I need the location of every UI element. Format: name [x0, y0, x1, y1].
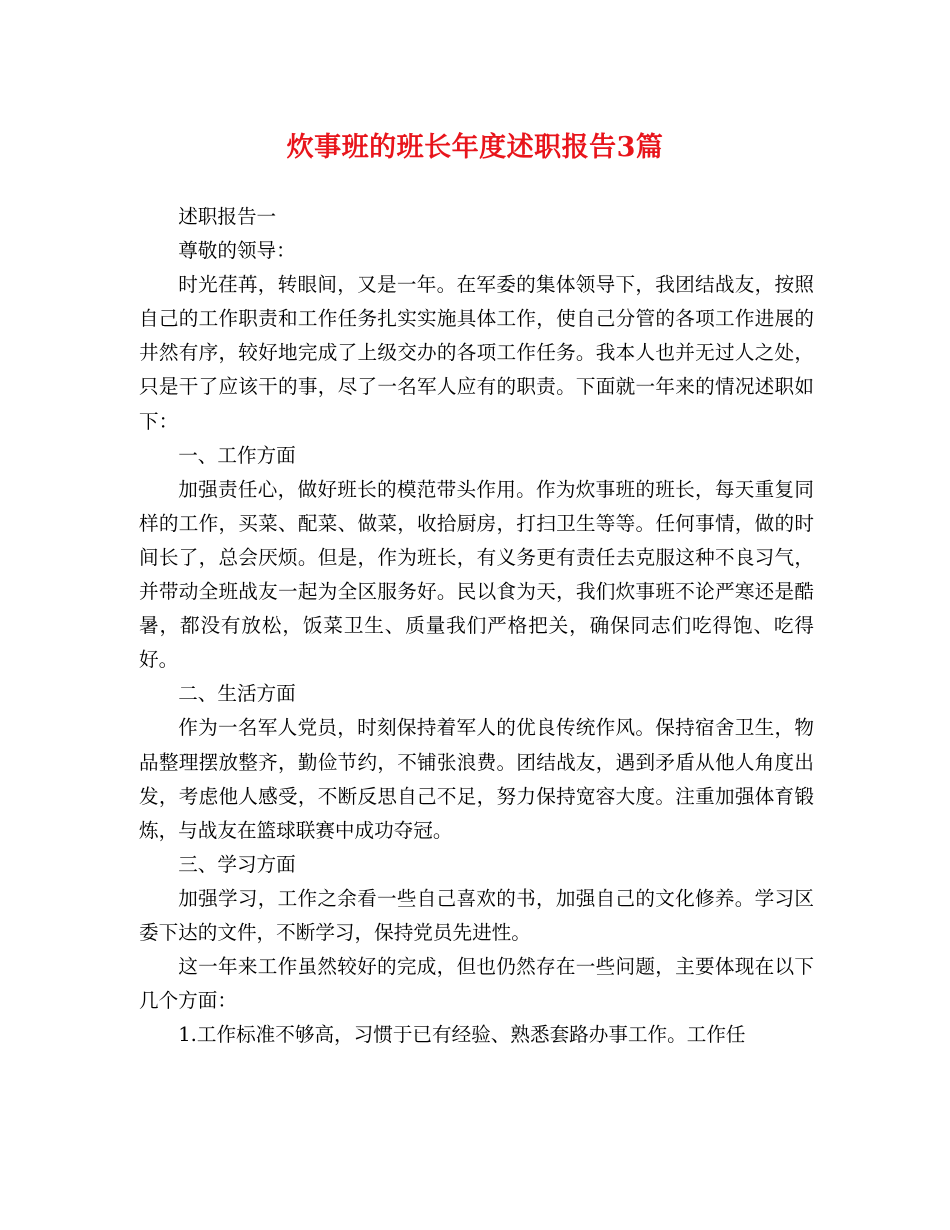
- paragraph-study: 加强学习，工作之余看一些自己喜欢的书，加强自己的文化修养。学习区委下达的文件，不断学习，保持党员先进性。: [139, 886, 814, 944]
- section-heading-work: 一、工作方面: [178, 443, 296, 467]
- paragraph-problems-intro: 这一年来工作虽然较好的完成，但也仍然存在一些问题，主要体现在以下几个方面：: [139, 955, 814, 1013]
- list-item-1: 1.工作标准不够高，习惯于已有经验、熟悉套路办事工作。工作任: [178, 1023, 746, 1047]
- salutation: 尊敬的领导：: [178, 239, 296, 263]
- document-title: 炊事班的班长年度述职报告3篇: [286, 132, 664, 163]
- section-heading-life: 二、生活方面: [178, 682, 296, 706]
- heading-report-one: 述职报告一: [178, 205, 277, 228]
- paragraph-life: 作为一名军人党员，时刻保持着军人的优良传统作风。保持宿舍卫生，物品整理摆放整齐，勤俭节约，不铺张浪费。团结战友，遇到矛盾从他人角度出发，考虑他人感受，不断反思自己不足，努力保持宽容大度。注重加强体育锻炼，与战友在篮球联赛中成功夺冠。: [139, 716, 814, 842]
- document-body: [139, 200, 814, 1052]
- paragraph-intro: 时光荏苒，转眼间，又是一年。在军委的集体领导下，我团结战友，按照自己的工作职责和工作任务扎实实施具体工作，使自己分管的各项工作进展的井然有序，较好地完成了上级交办的各项工作任务。我本人也并无过人之处，只是干了应该干的事，尽了一名军人应有的职责。下面就一年来的情况述职如下：: [139, 273, 814, 433]
- section-heading-study: 三、学习方面: [178, 852, 296, 876]
- paragraph-work: 加强责任心，做好班长的模范带头作用。作为炊事班的班长，每天重复同样的工作，买菜、配菜、做菜，收拾厨房，打扫卫生等等。任何事情，做的时间长了，总会厌烦。但是，作为班长，有义务更有责任去克服这种不良习气，并带动全班战友一起为全区服务好。民以食为天，我们炊事班不论严寒还是酷暑，都没有放松，饭菜卫生、质量我们严格把关，确保同志们吃得饱、吃得好。: [139, 477, 814, 672]
